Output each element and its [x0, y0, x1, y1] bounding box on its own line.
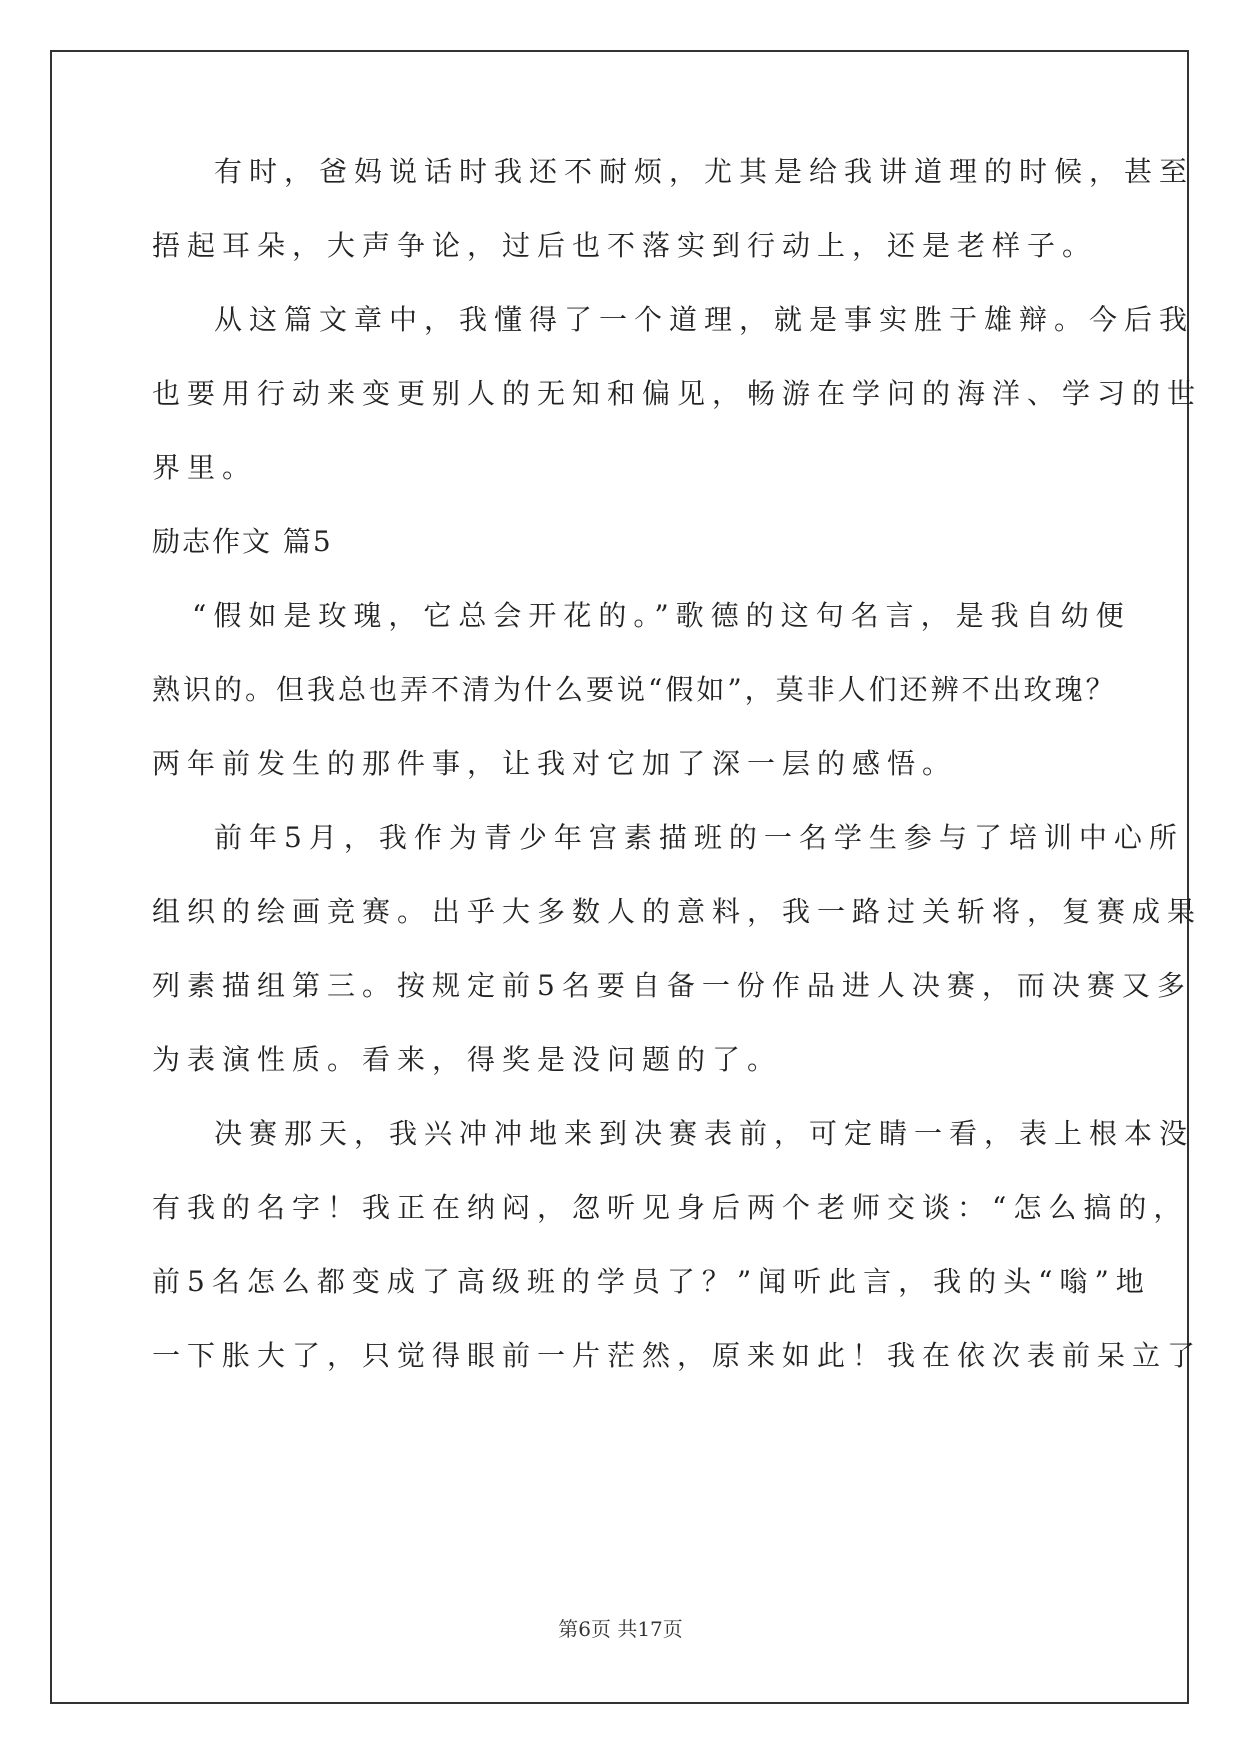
paragraph-line: “假如是玫瑰，它总会开花的。”歌德的这句名言，是我自幼便 [192, 599, 1131, 632]
paragraph-line: 决赛那天，我兴冲冲地来到决赛表前，可定睛一看，表上根本没 [214, 1117, 1195, 1150]
paragraph-line: 前年5月，我作为青少年宫素描班的一名学生参与了培训中心所 [214, 821, 1184, 854]
paragraph-line: 从这篇文章中，我懂得了一个道理，就是事实胜于雄辩。今后我 [214, 303, 1195, 336]
paragraph-line: 有时，爸妈说话时我还不耐烦，尤其是给我讲道理的时候，甚至 [214, 155, 1195, 188]
paragraph-line: 捂起耳朵，大声争论，过后也不落实到行动上，还是老样子。 [152, 229, 1098, 262]
paragraph-line: 前5名怎么都变成了高级班的学员了？”闻听此言，我的头“嗡”地 [152, 1265, 1151, 1298]
paragraph-line: 一下胀大了，只觉得眼前一片茫然，原来如此！我在依次表前呆立了 [152, 1339, 1203, 1372]
paragraph-line: 为表演性质。看来，得奖是没问题的了。 [152, 1043, 783, 1076]
paragraph-line: 组织的绘画竞赛。出乎大多数人的意料，我一路过关斩将，复赛成果 [152, 895, 1203, 928]
paragraph-line: 有我的名字！我正在纳闷，忽听见身后两个老师交谈：“怎么搞的， [152, 1191, 1189, 1224]
page-border [50, 50, 1203, 1704]
paragraph-line: 界里。 [152, 451, 258, 484]
paragraph-line: 两年前发生的那件事，让我对它加了深一层的感悟。 [152, 747, 958, 780]
section-heading: 励志作文 篇5 [152, 525, 333, 558]
paragraph-line: 熟识的。但我总也弄不清为什么要说“假如”，莫非人们还辨不出玫瑰？ [152, 673, 1117, 706]
page-number-footer: 第6页 共17页 [558, 1617, 683, 1641]
paragraph-line: 也要用行动来变更别人的无知和偏见，畅游在学问的海洋、学习的世 [152, 377, 1203, 410]
paragraph-line: 列素描组第三。按规定前5名要自备一份作品进人决赛，而决赛又多 [152, 969, 1192, 1002]
